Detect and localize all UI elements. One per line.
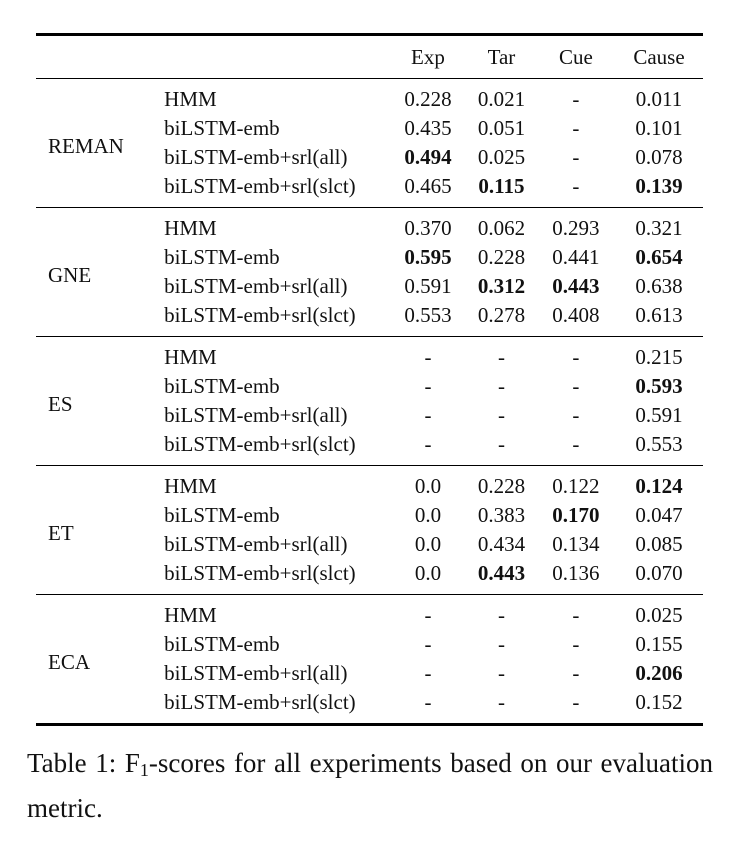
method-cell: biLSTM-emb [164, 116, 280, 140]
tar-score-cell: 0.434 [477, 532, 526, 556]
method-cell: biLSTM-emb [164, 245, 280, 269]
cause-score-cell: 0.613 [635, 303, 683, 327]
cue-score-cell: - [572, 87, 580, 111]
tar-score-cell: 0.051 [477, 116, 526, 140]
tar-score-cell: - [497, 661, 505, 685]
method-cell: biLSTM-emb [164, 374, 280, 398]
cue-score-cell: 0.136 [552, 561, 600, 585]
cue-score-cell: - [572, 174, 580, 198]
cue-score-cell: 0.441 [552, 245, 600, 269]
table-group [36, 595, 703, 725]
dataset-label: REMAN [48, 133, 124, 158]
caption-subscript: 1 [139, 760, 149, 780]
cause-score-cell: 0.321 [635, 216, 683, 240]
method-cell: biLSTM-emb [164, 503, 280, 527]
method-cell: HMM [164, 474, 217, 498]
tar-score-cell: 0.021 [477, 87, 526, 111]
method-cell: biLSTM-emb+srl(all) [164, 661, 348, 685]
cue-score-cell: - [572, 432, 580, 456]
cue-score-cell: 0.170 [552, 503, 600, 527]
dataset-label: ES [48, 391, 73, 416]
caption-text: -scores for all experiments based on our evaluation metric. [27, 748, 714, 823]
exp-score-cell: 0.465 [404, 174, 452, 198]
method-cell: HMM [164, 603, 217, 627]
cause-score-cell: 0.011 [635, 87, 683, 111]
cause-score-cell: 0.101 [635, 116, 683, 140]
tar-score-cell: - [497, 403, 505, 427]
method-cell: biLSTM-emb+srl(slct) [164, 432, 356, 456]
cue-score-cell: - [572, 374, 580, 398]
cue-score-cell: - [572, 661, 580, 685]
table-row [36, 79, 703, 115]
header-cue: Cue [537, 35, 615, 79]
table-header [36, 35, 703, 79]
table-row [36, 466, 703, 502]
cue-score-cell: - [572, 690, 580, 714]
method-cell: biLSTM-emb+srl(slct) [164, 690, 356, 714]
exp-score-cell: - [424, 632, 432, 656]
tar-score-cell: 0.062 [477, 216, 526, 240]
cause-score-cell: 0.085 [635, 532, 683, 556]
exp-score-cell: 0.228 [404, 87, 452, 111]
exp-score-cell: 0.494 [404, 145, 452, 169]
method-cell: biLSTM-emb+srl(slct) [164, 561, 356, 585]
dataset-label: ECA [48, 649, 90, 674]
cue-score-cell: 0.408 [552, 303, 600, 327]
exp-score-cell: - [424, 432, 432, 456]
exp-score-cell: 0.591 [404, 274, 452, 298]
method-cell: biLSTM-emb+srl(all) [164, 274, 348, 298]
header-method [156, 35, 390, 79]
results-table [36, 33, 703, 726]
tar-score-cell: 0.228 [477, 245, 526, 269]
cause-score-cell: 0.591 [635, 403, 683, 427]
caption-f: F [124, 748, 140, 778]
tar-score-cell: 0.383 [477, 503, 526, 527]
cue-score-cell: 0.293 [552, 216, 600, 240]
cue-score-cell: - [572, 116, 580, 140]
cue-score-cell: - [572, 145, 580, 169]
header-row [36, 35, 703, 79]
cue-score-cell: 0.443 [552, 274, 600, 298]
exp-score-cell: - [424, 661, 432, 685]
table-group [36, 337, 703, 466]
table-group [36, 208, 703, 337]
exp-score-cell: - [424, 690, 432, 714]
table-group [36, 466, 703, 595]
exp-score-cell: 0.370 [404, 216, 452, 240]
cause-score-cell: 0.078 [635, 145, 683, 169]
tar-score-cell: 0.115 [478, 174, 525, 198]
method-cell: biLSTM-emb [164, 632, 280, 656]
exp-score-cell: - [424, 345, 432, 369]
exp-score-cell: 0.0 [414, 503, 442, 527]
cause-score-cell: 0.215 [635, 345, 683, 369]
cause-score-cell: 0.654 [635, 245, 683, 269]
exp-score-cell: 0.0 [414, 474, 442, 498]
cause-score-cell: 0.553 [635, 432, 683, 456]
cause-score-cell: 0.139 [635, 174, 683, 198]
exp-score-cell: - [424, 374, 432, 398]
tar-score-cell: 0.278 [477, 303, 526, 327]
exp-score-cell: 0.595 [404, 245, 452, 269]
table-caption [27, 744, 713, 827]
method-cell: biLSTM-emb+srl(all) [164, 532, 348, 556]
tar-score-cell: 0.443 [477, 561, 526, 585]
tar-score-cell: - [497, 374, 505, 398]
cue-score-cell: - [572, 603, 580, 627]
dataset-label: GNE [48, 262, 92, 287]
header-dataset [36, 35, 156, 79]
tar-score-cell: - [497, 345, 505, 369]
cause-score-cell: 0.593 [635, 374, 683, 398]
cause-score-cell: 0.155 [635, 632, 683, 656]
method-cell: biLSTM-emb+srl(slct) [164, 174, 356, 198]
dataset-label: ET [48, 520, 74, 545]
cue-score-cell: - [572, 403, 580, 427]
method-cell: biLSTM-emb+srl(all) [164, 403, 348, 427]
method-cell: HMM [164, 345, 217, 369]
exp-score-cell: 0.0 [414, 532, 442, 556]
cause-score-cell: 0.047 [635, 503, 683, 527]
tar-score-cell: 0.312 [477, 274, 526, 298]
header-cause: Cause [615, 35, 703, 79]
table-row [36, 595, 703, 631]
tar-score-cell: 0.025 [477, 145, 526, 169]
cause-score-cell: 0.070 [635, 561, 683, 585]
method-cell: biLSTM-emb+srl(all) [164, 145, 348, 169]
tar-score-cell: - [497, 632, 505, 656]
cause-score-cell: 0.025 [635, 603, 683, 627]
cause-score-cell: 0.124 [635, 474, 683, 498]
cue-score-cell: - [572, 632, 580, 656]
exp-score-cell: - [424, 403, 432, 427]
exp-score-cell: 0.0 [414, 561, 442, 585]
table-group [36, 79, 703, 208]
method-cell: HMM [164, 87, 217, 111]
method-cell: HMM [164, 216, 217, 240]
method-cell: biLSTM-emb+srl(slct) [164, 303, 356, 327]
cue-score-cell: 0.134 [552, 532, 600, 556]
header-exp: Exp [390, 35, 466, 79]
caption-label: Table 1: [27, 748, 117, 778]
exp-score-cell: 0.553 [404, 303, 452, 327]
cause-score-cell: 0.152 [635, 690, 683, 714]
table-row [36, 208, 703, 244]
table-row [36, 337, 703, 373]
tar-score-cell: 0.228 [477, 474, 526, 498]
cause-score-cell: 0.638 [635, 274, 683, 298]
cue-score-cell: - [572, 345, 580, 369]
exp-score-cell: - [424, 603, 432, 627]
exp-score-cell: 0.435 [404, 116, 452, 140]
cue-score-cell: 0.122 [552, 474, 600, 498]
header-tar: Tar [466, 35, 537, 79]
tar-score-cell: - [497, 432, 505, 456]
tar-score-cell: - [497, 603, 505, 627]
tar-score-cell: - [497, 690, 505, 714]
results-table-container [36, 33, 703, 726]
cause-score-cell: 0.206 [635, 661, 683, 685]
